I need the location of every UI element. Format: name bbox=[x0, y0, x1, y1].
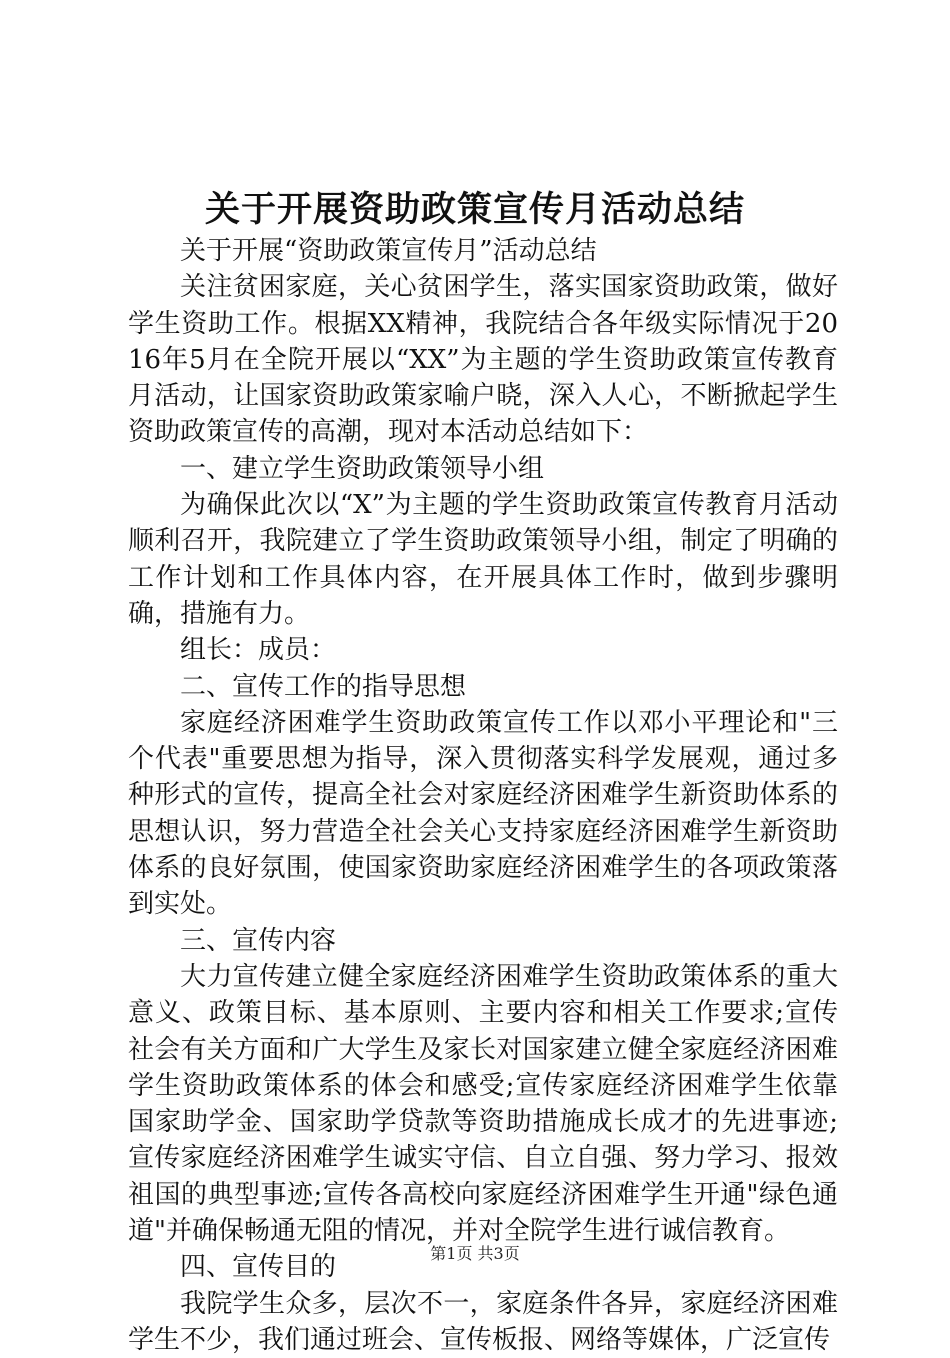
paragraph-section-3: 大力宣传建立健全家庭经济困难学生资助政策体系的重大意义、政策目标、基本原则、主要内容和相关工作要求;宣传社会有关方面和广大学生及家长对国家建立健全家庭经济困难学生资助政策体系的体会和感受;宣传家庭经济困难学生依靠国家助学金、国家助学贷款等资助措施成长成才的先进事迹;宣传家庭经济困难学生诚实守信、自立自强、努力学习、报效祖国的典型事迹;宣传各高校向家庭经济困难学生开通"绿色通道"并确保畅通无阻的情况，并对全院学生进行诚信教育。 bbox=[128, 961, 838, 1247]
section-heading-1: 一、建立学生资助政策领导小组 bbox=[180, 453, 545, 484]
paragraph-section-2: 家庭经济困难学生资助政策宣传工作以邓小平理论和"三个代表"重要思想为指导，深入贯彻落实科学发展观，通过多种形式的宣传，提高全社会对家庭经济困难学生新资助体系的思想认识，努力营造全社会关心支持家庭经济困难学生新资助体系的良好氛围，使国家资助家庭经济困难学生的各项政策落到实处。 bbox=[128, 707, 838, 920]
document-title: 关于开展资助政策宣传月活动总结 bbox=[204, 189, 745, 230]
section-heading-2: 二、宣传工作的指导思想 bbox=[180, 671, 467, 702]
page-number-footer: 第1页 共3页 bbox=[430, 1244, 520, 1263]
paragraph-members: 组长：成员： bbox=[180, 635, 337, 666]
paragraph-intro: 关注贫困家庭，关心贫困学生，落实国家资助政策，做好学生资助工作。根据XX精神，我院结合各年级实际情况于2016年5月在全院开展以“XX”为主题的学生资助政策宣传教育月活动，让国家资助政策家喻户晓，深入人心，不断掀起学生资助政策宣传的高潮，现对本活动总结如下： bbox=[128, 272, 838, 448]
paragraph-section-4: 我院学生众多，层次不一，家庭条件各异，家庭经济困难学生不少，我们通过班会、宣传板报、网络等媒体，广泛宣传 bbox=[128, 1288, 838, 1355]
paragraph-section-1: 为确保此次以“X”为主题的学生资助政策宣传教育月活动顺利召开，我院建立了学生资助政策领导小组，制定了明确的工作计划和工作具体内容，在开展具体工作时，做到步骤明确，措施有力。 bbox=[128, 490, 838, 629]
document-body bbox=[128, 233, 838, 1358]
paragraph-subtitle: 关于开展“资助政策宣传月”活动总结 bbox=[180, 236, 597, 266]
section-heading-3: 三、宣传内容 bbox=[180, 925, 337, 956]
section-heading-4: 四、宣传目的 bbox=[180, 1252, 337, 1283]
